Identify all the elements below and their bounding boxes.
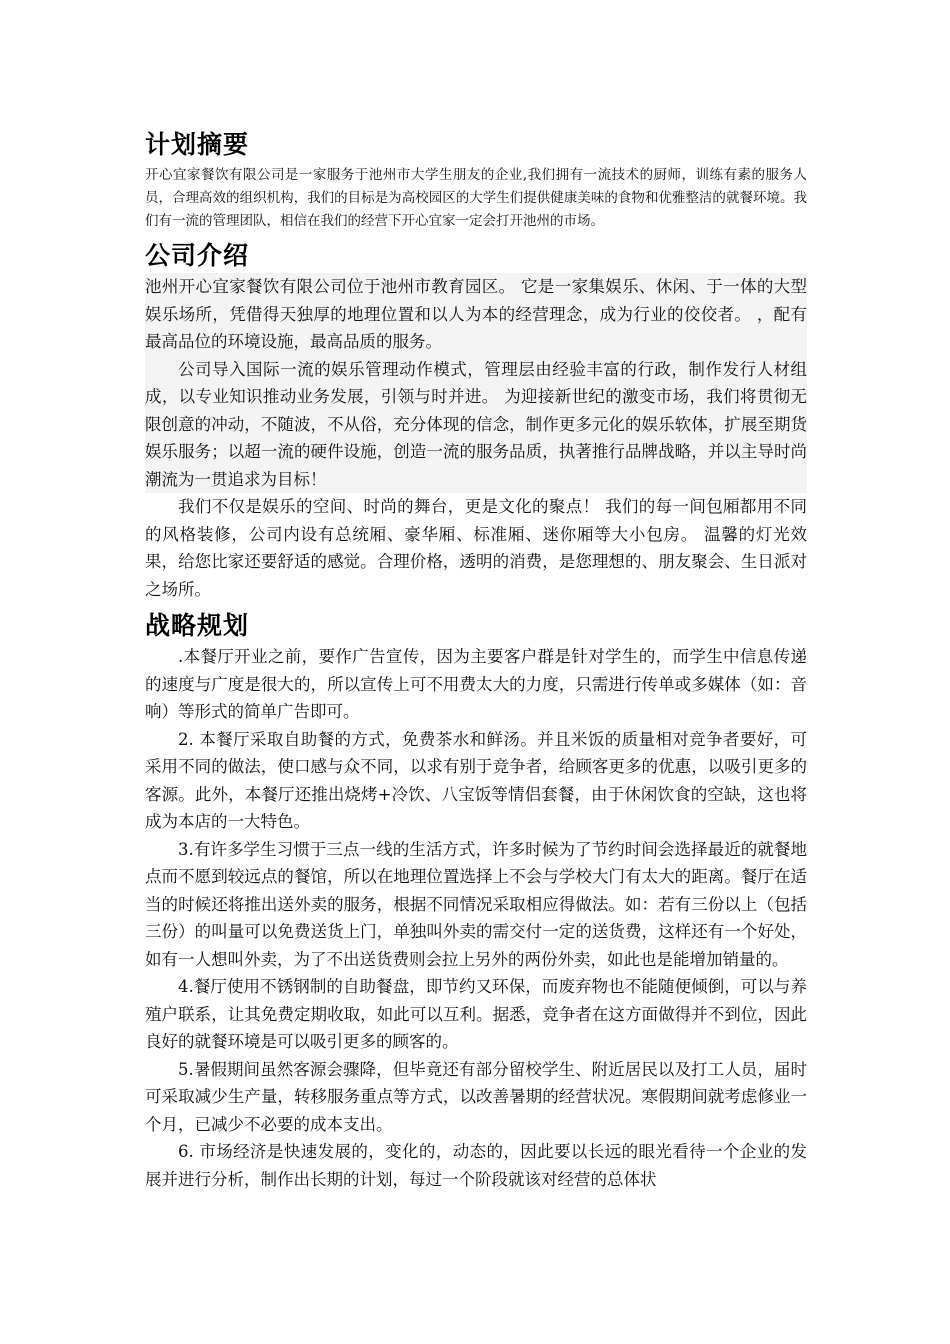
strategy-paragraph: 3.有许多学生习惯于三点一线的生活方式，许多时候为了节约时间会选择最近的就餐地点而不愿到较远点的餐馆，所以在地理位置选择上不会与学校大门有太大的距离。餐厅在适当的时候还将推出送外卖的服务，根据不同情况采取相应得做法。如：若有三份以上（包括三份）的叫量可以免费送货上门，单独叫外卖的需交付一定的送货费，这样还有一个好处，如有一人想叫外卖，为了不出送货费则会拉上另外的两份外卖，如此也是能增加销量的。 (145, 839, 807, 969)
section-title-summary: 计划摘要 (145, 130, 250, 159)
intro-paragraph: 我们不仅是娱乐的空间、时尚的舞台，更是文化的聚点！ 我们的每一间包厢都用不同的风格装修，公司内设有总统厢、豪华厢、标准厢、迷你厢等大小包房。 温馨的灯光效果，给您比家还要舒适的感觉。合理价格，透明的消费，是您理想的、朋友聚会、生日派对之场所。 (145, 497, 807, 599)
strategy-paragraph: .本餐厅开业之前，要作广告宣传，因为主要客户群是针对学生的，而学生中信息传递的速度与广度是很大的，所以宣传上可不用费太大的力度，只需进行传单或多媒体（如：音响）等形式的简单广告即可。 (145, 647, 807, 721)
strategy-paragraph: 2. 本餐厅采取自助餐的方式，免费茶水和鲜汤。并且米饭的质量相对竞争者要好，可采用不同的做法，使口感与众不同，以求有别于竞争者，给顾客更多的优惠，以吸引更多的客源。此外，本餐厅还推出烧烤+冷饮、八宝饭等情侣套餐，由于休闲饮食的空缺，这也将成为本店的一大特色。 (145, 729, 807, 831)
section-title-strategy: 战略规划 (145, 611, 250, 640)
strategy-paragraph: 4.餐厅使用不锈钢制的自助餐盘，即节约又环保，而废弃物也不能随便倾倒，可以与养殖户联系，让其免费定期收取，如此可以互利。据悉，竞争者在这方面做得并不到位，因此良好的就餐环境是可以吸引更多的顾客的。 (145, 977, 807, 1051)
section-title-intro: 公司介绍 (145, 241, 250, 270)
strategy-paragraph: 6. 市场经济是快速发展的，变化的，动态的，因此要以长远的眼光看待一个企业的发展并进行分析，制作出长期的计划，每过一个阶段就该对经营的总体状 (145, 1142, 807, 1189)
document-page (145, 128, 807, 1193)
summary-paragraph: 开心宜家餐饮有限公司是一家服务于池州市大学生朋友的企业,我们拥有一流技术的厨师，训练有素的服务人员，合理高效的组织机构，我们的目标是为高校园区的大学生们提供健康美味的食物和优雅整洁的就餐环境。我们有一流的管理团队，相信在我们的经营下开心宜家一定会打开池州的市场。 (145, 167, 807, 229)
intro-paragraph: 公司导入国际一流的娱乐管理动作模式，管理层由经验丰富的行政，制作发行人材组成，以专业知识推动业务发展，引领与时并进。 为迎接新世纪的激变市场，我们将贯彻无限创意的冲动，不随波，不从俗，充分体现的信念，制作更多元化的娱乐软体，扩展至期货娱乐服务；以超一流的硬件设施，创造一流的服务品质，执著推行品牌战略，并以主导时尚潮流为一贯追求为目标！ (145, 356, 807, 494)
intro-paragraph: 池州开心宜家餐饮有限公司位于池州市教育园区。 它是一家集娱乐、休闲、于一体的大型娱乐场所，凭借得天独厚的地理位置和以人为本的经营理念，成为行业的佼佼者。 ，配有最高品位的环境设施，最高品质的服务。 (145, 273, 807, 356)
strategy-paragraph: 5.暑假期间虽然客源会骤降，但毕竟还有部分留校学生、附近居民以及打工人员，届时可采取减少生产量，转移服务重点等方式，以改善暑期的经营状况。寒假期间就考虑修业一个月，已减少不必要的成本支出。 (145, 1059, 807, 1134)
